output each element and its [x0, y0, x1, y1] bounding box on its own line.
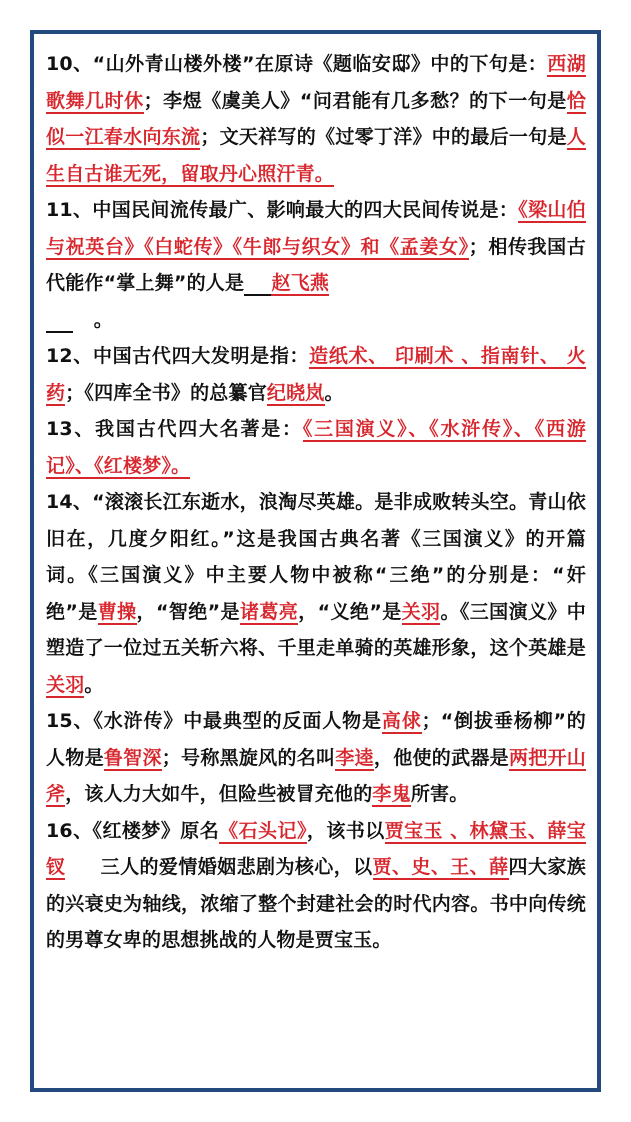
q10-text-3: ；文天祥写的《过零丁洋》中的最后一句是 — [200, 126, 567, 148]
question-14 — [46, 484, 586, 703]
q16-answer-1: 《石头记》 — [219, 819, 307, 842]
q12-text-2: ；《四库全书》的总纂官 — [65, 381, 267, 404]
q14-answer-5: 关羽 — [46, 673, 85, 696]
q14-answer-2: 曹操 — [97, 600, 137, 623]
q15-answer-4: 两把开山斧 — [46, 746, 586, 805]
q15-text-4: ，他使的武器是 — [373, 746, 509, 769]
q16-text-2: ，该书以 — [306, 819, 385, 842]
quiz-content — [46, 46, 586, 959]
q14-answer-3: 诸葛亮 — [239, 600, 299, 623]
question-10 — [46, 46, 586, 192]
q11-text-2: ；相传我国古代能作“掌上舞”的人是 — [46, 235, 586, 294]
q14-text-1: 14、“滚滚长江东逝水，浪淘尽英雄。是非成败转头空。青山依旧在，几度夕阳红。”这是我国古典名著《 — [46, 491, 586, 550]
q11-text-1: 11、中国民间流传最广、影响最大的四大民间传说是： — [46, 199, 519, 221]
q11-answer-1: 《梁山伯与祝英台》《白蛇传》《牛郎与织女》和《孟姜女》 — [46, 199, 586, 258]
question-15 — [46, 703, 586, 813]
q14-text-3: ，“智绝”是 — [136, 600, 240, 623]
q12-answer-2: 纪晓岚 — [266, 381, 325, 404]
q15-text-2: ；“倒拔垂杨柳”的人物是 — [46, 710, 587, 769]
q13-answer-1: 《三国演义》、《水浒传》、《西游记》、《红楼梦》。 — [46, 418, 587, 477]
q14-text-6: 。 — [84, 673, 104, 696]
q14-answer-4: 关羽 — [401, 600, 441, 623]
q16-answer-2: 贾宝玉 、林黛玉、薛宝钗 — [46, 819, 586, 878]
q12-text-1: 12、中国古代四大发明是指： — [46, 345, 310, 367]
q15-answer-5: 李鬼 — [372, 783, 411, 805]
q11-answer-2: 赵飞燕 — [271, 272, 330, 294]
q15-answer-2: 鲁智深 — [103, 746, 162, 769]
q15-text-5: ，该人力大如牛，但险些被冒充他的 — [65, 783, 373, 805]
q10-answer-1: 西湖歌舞几时休 — [46, 53, 586, 112]
q16-text-1: 16、《红楼梦》原名 — [46, 819, 220, 842]
q13-text-1: 13、我国古代四大名著是： — [46, 418, 303, 440]
q16-text-4: 四大家族的兴衰史为轴线，浓缩了整个封建社会的时代内容。书中向传统的男尊女卑的思想挑战的人物是贾宝玉。 — [46, 856, 587, 951]
q16-answer-3: 贾、史、王、薛 — [372, 856, 509, 878]
q15-text-6: 所害。 — [410, 783, 469, 805]
question-12 — [46, 338, 586, 411]
question-11 — [46, 192, 586, 338]
q10-text-1: 10、“山外青山楼外楼”在原诗《题临安邸》中的下句是： — [46, 53, 548, 75]
question-13 — [46, 411, 586, 484]
q14-text-5: 。《三国演义》中塑造了一位过五关斩六将、千里走单骑的英雄形象，这个英雄是 — [46, 600, 587, 659]
q10-answer-2: 恰似一江春水向东流 — [46, 89, 586, 148]
q14-text-2: 》的开篇词。《三国演义》中主要人物中被称“三绝”的分别是：“奸绝”是 — [46, 527, 586, 623]
q14-text-4: ，“义绝”是 — [298, 600, 402, 623]
q15-answer-3: 李逵 — [335, 746, 374, 769]
q11-blank-tail — [46, 309, 73, 333]
q14-answer-1: 三国演义 — [422, 527, 505, 550]
q12-text-3: 。 — [324, 381, 344, 404]
q11-blank-lead — [244, 272, 271, 296]
q10-text-2: ；李煜《虞美人》“问君能有几多愁？的下一句是 — [143, 89, 567, 112]
q10-answer-3: 人生自古谁无死，留取丹心照汗青。 — [46, 126, 586, 185]
q15-text-3: ；号称黑旋风的名叫 — [161, 746, 336, 769]
q11-text-3: 。 — [93, 308, 113, 331]
q15-answer-1: 高俅 — [381, 710, 422, 732]
q15-text-1: 15、《水浒传》中最典型的反面人物是 — [46, 710, 382, 732]
q12-answer-1: 造纸术、 印刷术 、指南针、 火药 — [46, 345, 586, 404]
q16-text-3: 三人的爱情婚姻悲剧为核心，以 — [100, 856, 373, 878]
question-16 — [46, 813, 586, 959]
